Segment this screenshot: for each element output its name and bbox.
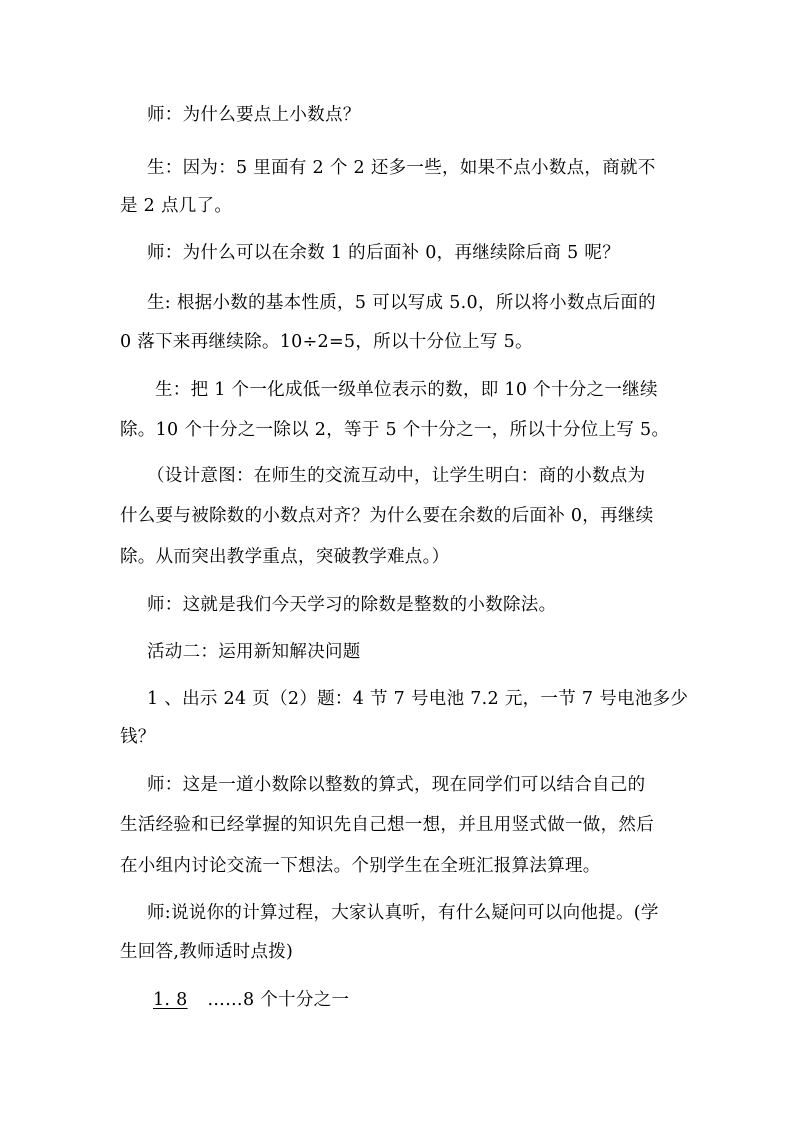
paragraph-line: 生：因为：5 里面有 2 个 2 还多一些，如果不点小数点，商就不: [147, 158, 656, 178]
paragraph-line: 师:说说你的计算过程，大家认真听，有什么疑问可以向他提。(学: [147, 903, 659, 923]
paragraph-line: 1 、出示 24 页（2）题：4 节 7 号电池 7.2 元，一节 7 号电池多少: [147, 689, 689, 709]
paragraph-line: 师：为什么要点上小数点？: [147, 105, 361, 125]
section-heading: 活动二：运用新知解决问题: [147, 642, 361, 662]
paragraph-line: 师：这就是我们今天学习的除数是整数的小数除法。: [147, 595, 557, 615]
paragraph-line: 是 2 点几了。: [120, 196, 233, 216]
paragraph-line: 生活经验和已经掌握的知识先自己想一想，并且用竖式做一做，然后: [120, 815, 654, 835]
paragraph-line: 除。10 个十分之一除以 2，等于 5 个十分之一，所以十分位上写 5。: [120, 420, 670, 440]
paragraph-line: 什么要与被除数的小数点对齐？为什么要在余数的后面补 0，再继续: [120, 506, 654, 526]
paragraph-line: 除。从而突出教学重点，突破教学难点。）: [120, 547, 450, 567]
paragraph-line: 师：这是一道小数除以整数的算式，现在同学们可以结合自己的: [147, 775, 646, 795]
remainder-note: ……8 个十分之一: [207, 990, 350, 1010]
paragraph-line: 生: 根据小数的基本性质，5 可以写成 5.0，所以将小数点后面的: [147, 293, 656, 313]
calculation-line: [153, 989, 349, 1011]
paragraph-line: 钱？: [120, 727, 156, 747]
paragraph-line: 生：把 1 个一化成低一级单位表示的数，即 10 个十分之一继续: [155, 380, 658, 400]
paragraph-line: 在小组内讨论交流一下想法。个别学生在全班汇报算法算理。: [120, 856, 601, 876]
paragraph-line: （设计意图：在师生的交流互动中，让学生明白：商的小数点为: [147, 466, 646, 486]
paragraph-line: 生回答,教师适时点拨): [120, 942, 294, 962]
quotient-value: 1. 8: [153, 990, 188, 1010]
paragraph-line: 0 落下来再继续除。10÷2=5，所以十分位上写 5。: [120, 332, 533, 352]
paragraph-line: 师：为什么可以在余数 1 的后面补 0，再继续除后商 5 呢？: [147, 243, 621, 263]
